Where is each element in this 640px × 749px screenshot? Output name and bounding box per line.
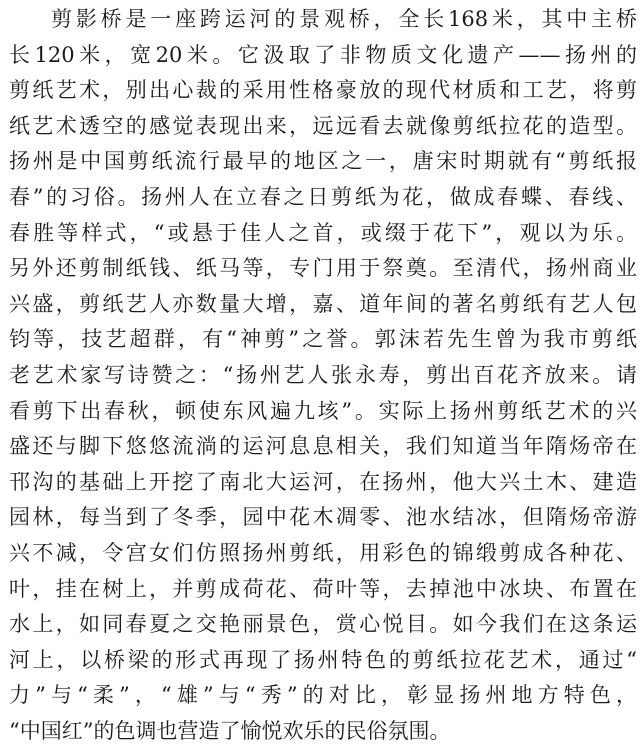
- text-line-17: 叶，挂在树上，并剪成荷花、荷叶等，去掉池中冰块、布置在: [9, 576, 637, 601]
- text-line-13: 盛还与脚下悠悠流淌的运河息息相关，我们知道当年隋炀帝在: [9, 434, 637, 459]
- text-line-21: “中国红”的色调也营造了愉悦欢乐的民俗氛围。: [9, 718, 451, 743]
- text-line-12: 看剪下出春秋，顿使东风遍九垓”。实际上扬州剪纸艺术的兴: [9, 398, 637, 423]
- text-line-6: 春”的习俗。扬州人在立春之日剪纸为花，做成春蝶、春线、: [9, 184, 637, 209]
- text-line-16: 兴不减，令宫女们仿照扬州剪纸，用彩色的锦缎剪成各种花、: [9, 540, 637, 565]
- text-line-7: 春胜等样式，“或悬于佳人之首，或缀于花下”，观以为乐。: [9, 220, 637, 245]
- text-line-14: 邗沟的基础上开挖了南北大运河，在扬州，他大兴土木、建造: [9, 469, 637, 494]
- text-line-11: 老艺术家写诗赞之：“扬州艺人张永寿，剪出百花齐放来。请: [9, 362, 637, 387]
- text-line-4: 纸艺术透空的感觉表现出来，远远看去就像剪纸拉花的造型。: [9, 113, 637, 138]
- text-line-1: 剪影桥是一座跨运河的景观桥，全长168米，其中主桥: [51, 7, 637, 31]
- text-line-3: 剪纸艺术，别出心裁的采用性格豪放的现代材质和工艺，将剪: [9, 78, 637, 103]
- text-line-2: 长120米，宽20米。它汲取了非物质文化遗产——扬州的: [9, 42, 637, 67]
- document-text: [9, 2, 637, 749]
- text-line-9: 兴盛，剪纸艺人亦数量大增，嘉、道年间的著名剪纸有艺人包: [9, 291, 637, 316]
- text-line-8: 另外还剪制纸钱、纸马等，专门用于祭奠。至清代，扬州商业: [9, 256, 637, 281]
- text-line-15: 园林，每当到了冬季，园中花木凋零、池水结冰，但隋炀帝游: [9, 505, 637, 530]
- text-line-5: 扬州是中国剪纸流行最早的地区之一，唐宋时期就有“剪纸报: [9, 149, 637, 174]
- text-line-18: 水上，如同春夏之交艳丽景色，赏心悦目。如今我们在这条运: [9, 612, 637, 637]
- text-line-10: 钧等，技艺超群，有“神剪”之誉。郭沫若先生曾为我市剪纸: [9, 327, 637, 352]
- text-line-20: 力”与“柔”，“雄”与“秀”的对比，彰显扬州地方特色，: [9, 683, 637, 708]
- text-line-19: 河上，以桥梁的形式再现了扬州特色的剪纸拉花艺术，通过“: [9, 647, 637, 672]
